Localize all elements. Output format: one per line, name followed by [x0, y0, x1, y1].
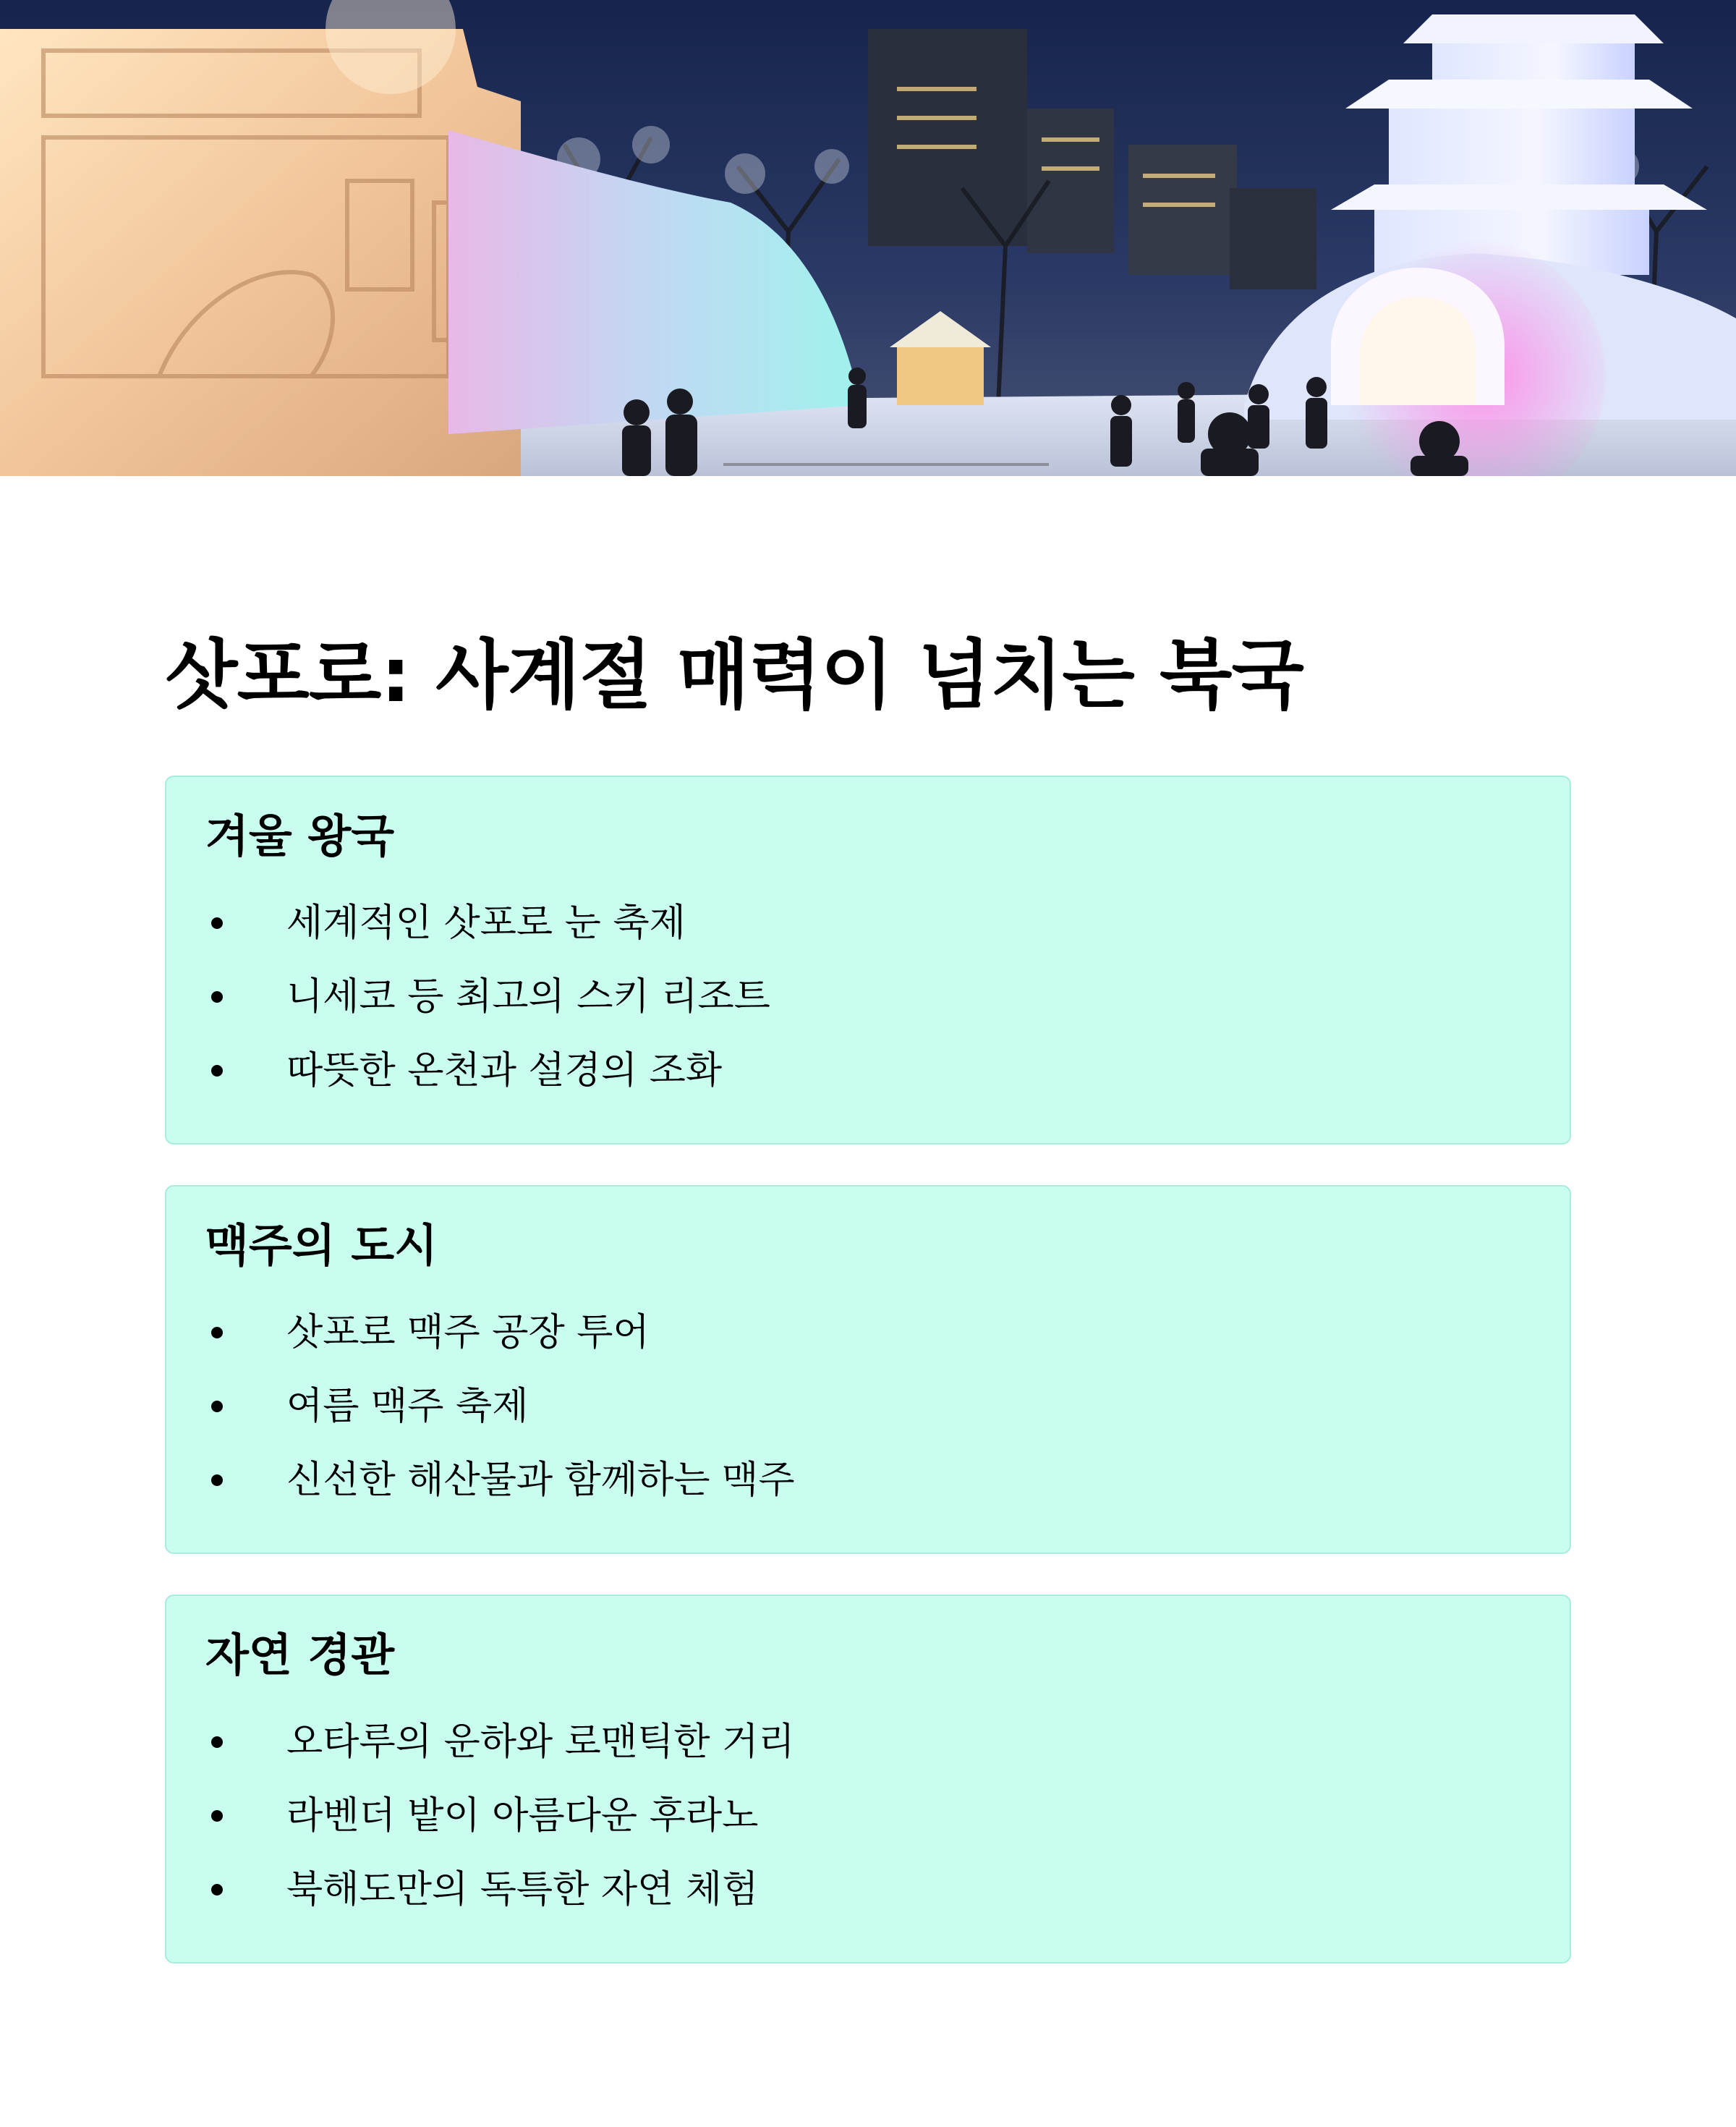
list-item-text: 따뜻한 온천과 설경의 조화 [286, 1049, 723, 1092]
bullet-icon [211, 917, 223, 929]
bullet-icon [211, 1884, 223, 1895]
bullet-icon [211, 1065, 223, 1077]
bullet-icon [211, 1474, 223, 1486]
bullet-icon [211, 1810, 223, 1822]
list-item [205, 1380, 795, 1454]
bullet-list [205, 1716, 795, 1937]
list-item [205, 1307, 795, 1380]
list-item-text: 북해도만의 독특한 자연 체험 [286, 1868, 759, 1911]
list-item [205, 1864, 795, 1937]
bullet-icon [211, 1736, 223, 1748]
list-item [205, 897, 770, 971]
list-item [205, 971, 770, 1045]
section-heading: 겨울 왕국 [205, 810, 395, 862]
bullet-icon [211, 1327, 223, 1338]
section-card-beer [165, 1185, 1571, 1554]
section-card-nature [165, 1595, 1571, 1963]
hero-image [0, 0, 1736, 476]
bullet-list [205, 897, 770, 1118]
section-heading: 맥주의 도시 [205, 1219, 438, 1272]
page-title: 삿포로: 사계절 매력이 넘치는 북국 [165, 631, 1303, 719]
bullet-icon [211, 991, 223, 1003]
list-item [205, 1790, 795, 1864]
list-item-text: 라벤더 밭이 아름다운 후라노 [286, 1794, 759, 1838]
bullet-icon [211, 1401, 223, 1412]
list-item-text: 삿포로 맥주 공장 투어 [286, 1311, 650, 1354]
bullet-list [205, 1307, 795, 1528]
list-item [205, 1045, 770, 1118]
section-heading: 자연 경관 [205, 1629, 395, 1681]
section-card-winter [165, 776, 1571, 1145]
list-item [205, 1454, 795, 1528]
list-item-text: 오타루의 운하와 로맨틱한 거리 [286, 1720, 795, 1764]
list-item-text: 여름 맥주 축제 [286, 1385, 529, 1428]
list-item-text: 니세코 등 최고의 스키 리조트 [286, 975, 770, 1019]
list-item-text: 신선한 해산물과 함께하는 맥주 [286, 1459, 795, 1502]
list-item [205, 1716, 795, 1790]
snow-festival-illustration [0, 0, 1736, 476]
list-item-text: 세계적인 삿포로 눈 축제 [286, 901, 686, 945]
